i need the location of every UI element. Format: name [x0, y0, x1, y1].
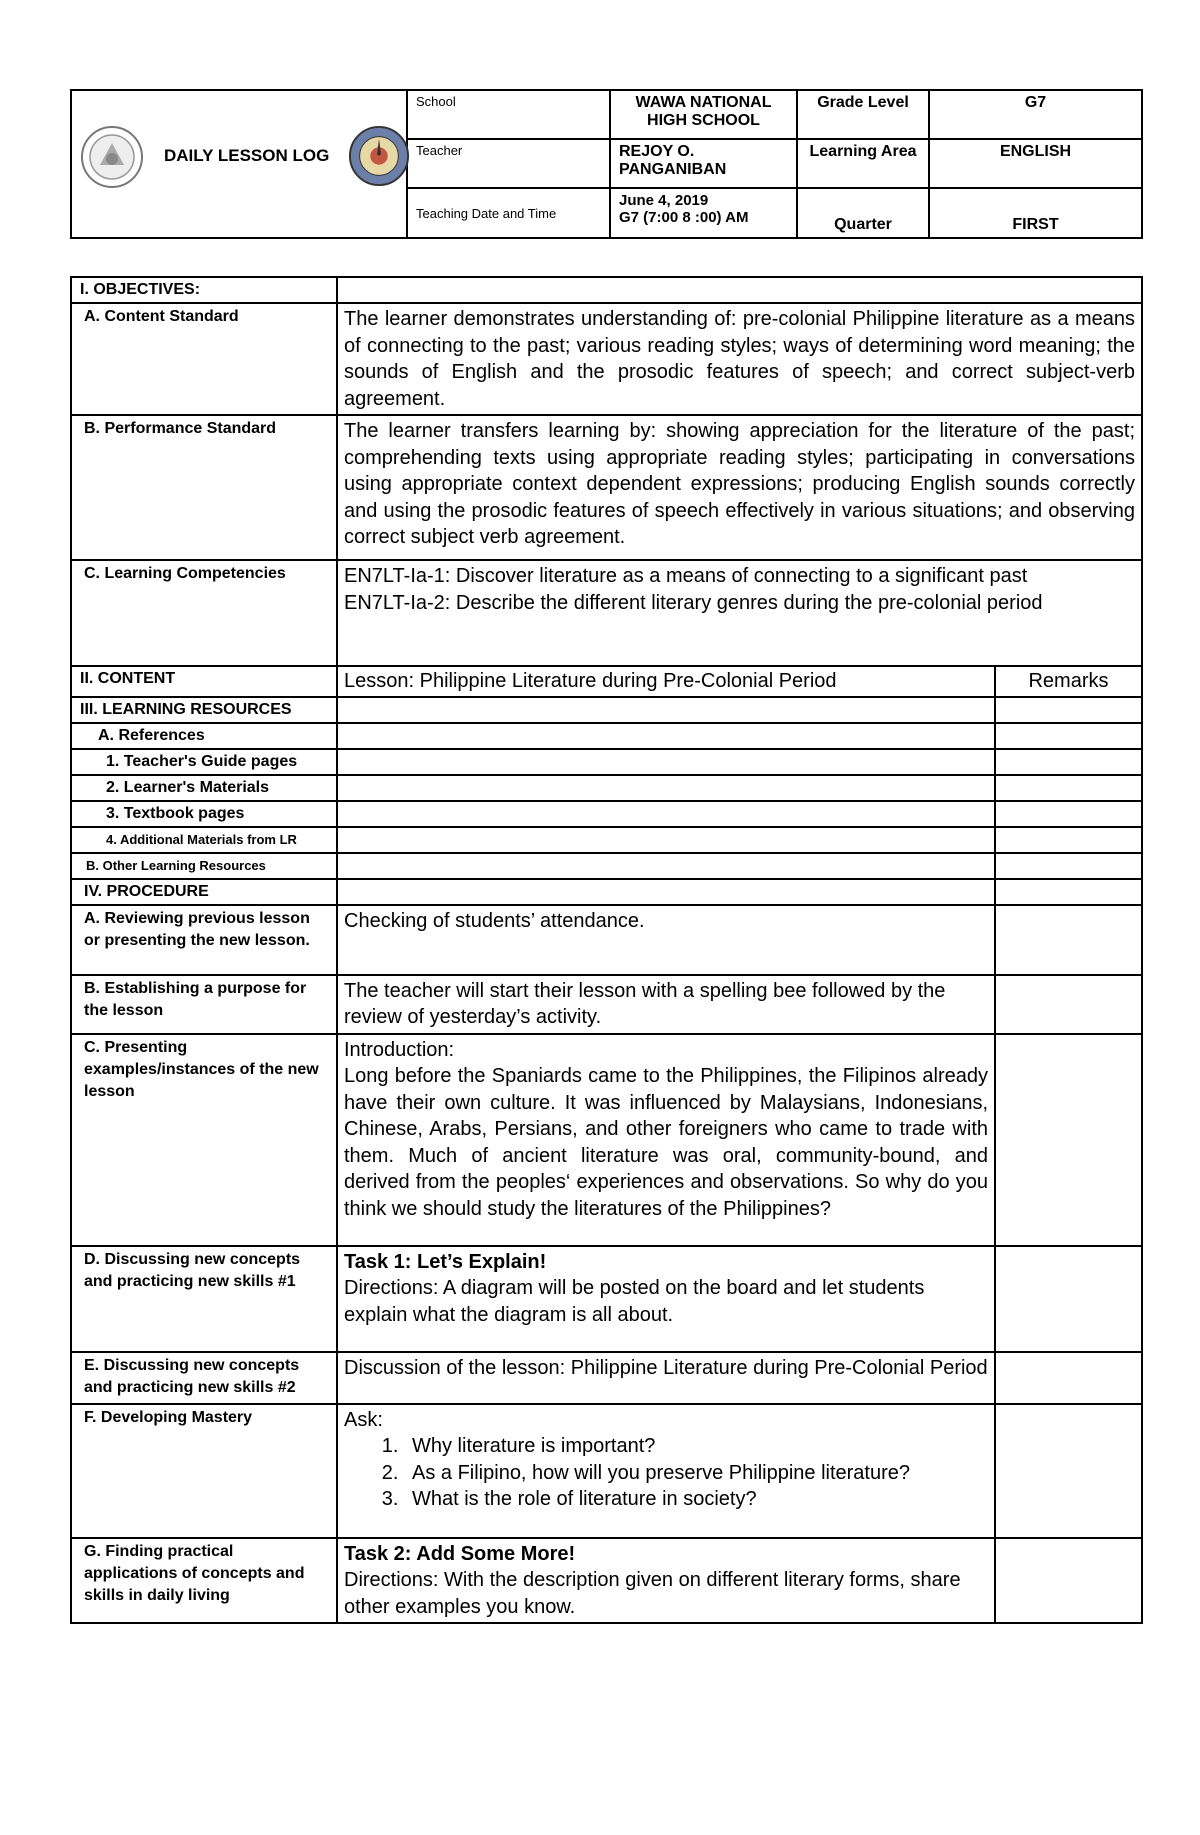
procedure-a-text: Checking of students’ attendance. [337, 905, 995, 975]
date-time-label: Teaching Date and Time [407, 188, 610, 238]
procedure-remarks [995, 879, 1142, 905]
procedure-a-label: A. Reviewing previous lesson or presenting the new lesson. [71, 905, 337, 975]
mastery-question: 1. Why literature is important? [404, 1433, 988, 1460]
competencies-text [337, 560, 1142, 666]
procedure-b-text: The teacher will start their lesson with a spelling bee followed by the review of yesterday’s activity. [337, 975, 995, 1034]
procedure-c-remarks [995, 1034, 1142, 1246]
procedure-d-text [337, 1246, 995, 1352]
learners-materials-label: 2. Learner's Materials [71, 775, 337, 801]
references-label: A. References [71, 723, 337, 749]
remarks-label: Remarks [995, 666, 1142, 697]
procedure-c-intro: Introduction: [344, 1038, 455, 1061]
objectives-heading: I. OBJECTIVES: [71, 277, 337, 303]
quarter-value: FIRST [929, 188, 1142, 238]
procedure-d-label: D. Discussing new concepts and practicing new skills #1 [71, 1246, 337, 1352]
references-empty [337, 723, 995, 749]
school-label: School [407, 90, 610, 139]
procedure-a-remarks [995, 905, 1142, 975]
teachers-guide-empty [337, 749, 995, 775]
date-time-value [610, 188, 797, 238]
teachers-guide-remarks [995, 749, 1142, 775]
mastery-question: 3. What is the role of literature in society? [404, 1486, 988, 1513]
content-standard-label: A. Content Standard [71, 303, 337, 415]
procedure-c-text [337, 1034, 995, 1246]
teachers-guide-label: 1. Teacher's Guide pages [71, 749, 337, 775]
procedure-e-label: E. Discussing new concepts and practicing new skills #2 [71, 1352, 337, 1404]
date-value: June 4, 2019 [619, 192, 709, 209]
competency-2: EN7LT-Ia-2: Describe the different literary genres during the pre-colonial period [344, 591, 1043, 614]
procedure-heading: IV. PROCEDURE [71, 879, 337, 905]
task-1-title: Task 1: Let’s Explain! [344, 1250, 547, 1273]
mastery-question: 2. As a Filipino, how will you preserve Philippine literature? [404, 1460, 988, 1487]
additional-materials-remarks [995, 827, 1142, 853]
task-2-directions: Directions: With the description given on different literary forms, share other examples you know. [344, 1569, 961, 1618]
title-cell [71, 90, 407, 238]
procedure-empty [337, 879, 995, 905]
learning-area-label: Learning Area [797, 139, 929, 188]
procedure-c-label: C. Presenting examples/instances of the new lesson [71, 1034, 337, 1246]
resources-remarks [995, 697, 1142, 723]
log-title: DAILY LESSON LOG [164, 146, 330, 165]
other-resources-label: B. Other Learning Resources [71, 853, 337, 879]
procedure-f-label: F. Developing Mastery [71, 1404, 337, 1538]
performance-standard-text: The learner transfers learning by: showing appreciation for the literature of the past; comprehending texts using appropriate reading styles; participating in conversations using appropriate context dependent expressions; producing English sounds correctly and using the prosodic features of speech effectively in various situations; and observing correct subject verb agreement. [337, 415, 1142, 560]
grade-level-value: G7 [929, 90, 1142, 139]
teacher-label: Teacher [407, 139, 610, 188]
learners-materials-remarks [995, 775, 1142, 801]
procedure-d-remarks [995, 1246, 1142, 1352]
procedure-g-label: G. Finding practical applications of concepts and skills in daily living [71, 1538, 337, 1624]
other-resources-remarks [995, 853, 1142, 879]
competencies-label: C. Learning Competencies [71, 560, 337, 666]
content-standard-text: The learner demonstrates understanding of: pre-colonial Philippine literature as a means of connecting to the past; various reading styles; ways of determining word meaning; the sounds of English and the prosodic features of speech; and correct subject-verb agreement. [337, 303, 1142, 415]
resources-empty [337, 697, 995, 723]
quarter-label: Quarter [797, 188, 929, 238]
procedure-g-remarks [995, 1538, 1142, 1624]
procedure-b-remarks [995, 975, 1142, 1034]
other-resources-empty [337, 853, 995, 879]
competency-1: EN7LT-Ia-1: Discover literature as a means of connecting to a significant past [344, 565, 1028, 587]
textbook-empty [337, 801, 995, 827]
procedure-f-remarks [995, 1404, 1142, 1538]
task-1-directions: Directions: A diagram will be posted on the board and let students explain what the diagram is all about. [344, 1277, 925, 1326]
procedure-f-text [337, 1404, 995, 1538]
additional-materials-empty [337, 827, 995, 853]
school-seal-icon [348, 125, 410, 187]
textbook-label: 3. Textbook pages [71, 801, 337, 827]
procedure-g-text [337, 1538, 995, 1624]
objectives-empty [337, 277, 1142, 303]
performance-standard-label: B. Performance Standard [71, 415, 337, 560]
learners-materials-empty [337, 775, 995, 801]
learning-area-value: ENGLISH [929, 139, 1142, 188]
additional-materials-label: 4. Additional Materials from LR [71, 827, 337, 853]
procedure-e-text: Discussion of the lesson: Philippine Literature during Pre-Colonial Period [337, 1352, 995, 1404]
lesson-table [70, 276, 1143, 1624]
lesson-title: Lesson: Philippine Literature during Pre-Colonial Period [337, 666, 995, 697]
textbook-remarks [995, 801, 1142, 827]
time-value: G7 (7:00 8 :00) AM [619, 209, 749, 226]
task-2-title: Task 2: Add Some More! [344, 1542, 576, 1565]
school-value: WAWA NATIONAL HIGH SCHOOL [610, 90, 797, 139]
procedure-e-remarks [995, 1352, 1142, 1404]
deped-seal-icon [80, 125, 144, 189]
header-table [70, 89, 1143, 239]
content-heading: II. CONTENT [71, 666, 337, 697]
teacher-value: REJOY O. PANGANIBAN [610, 139, 797, 188]
procedure-c-body: Long before the Spaniards came to the Philippines, the Filipinos already have their own culture. It was influenced by Malaysians, Indonesians, Chinese, Arabs, Persians, and other foreigners who came to trade with them. Much of ancient literature was oral, community-bound, and derived from the peoples‘ experiences and observations. So why do you think we should study the literatures of the Philippines? [344, 1065, 988, 1220]
references-remarks [995, 723, 1142, 749]
grade-level-label: Grade Level [797, 90, 929, 139]
resources-heading: III. LEARNING RESOURCES [71, 697, 337, 723]
procedure-b-label: B. Establishing a purpose for the lesson [71, 975, 337, 1034]
mastery-question-list [344, 1433, 988, 1513]
procedure-f-ask: Ask: [344, 1408, 383, 1431]
